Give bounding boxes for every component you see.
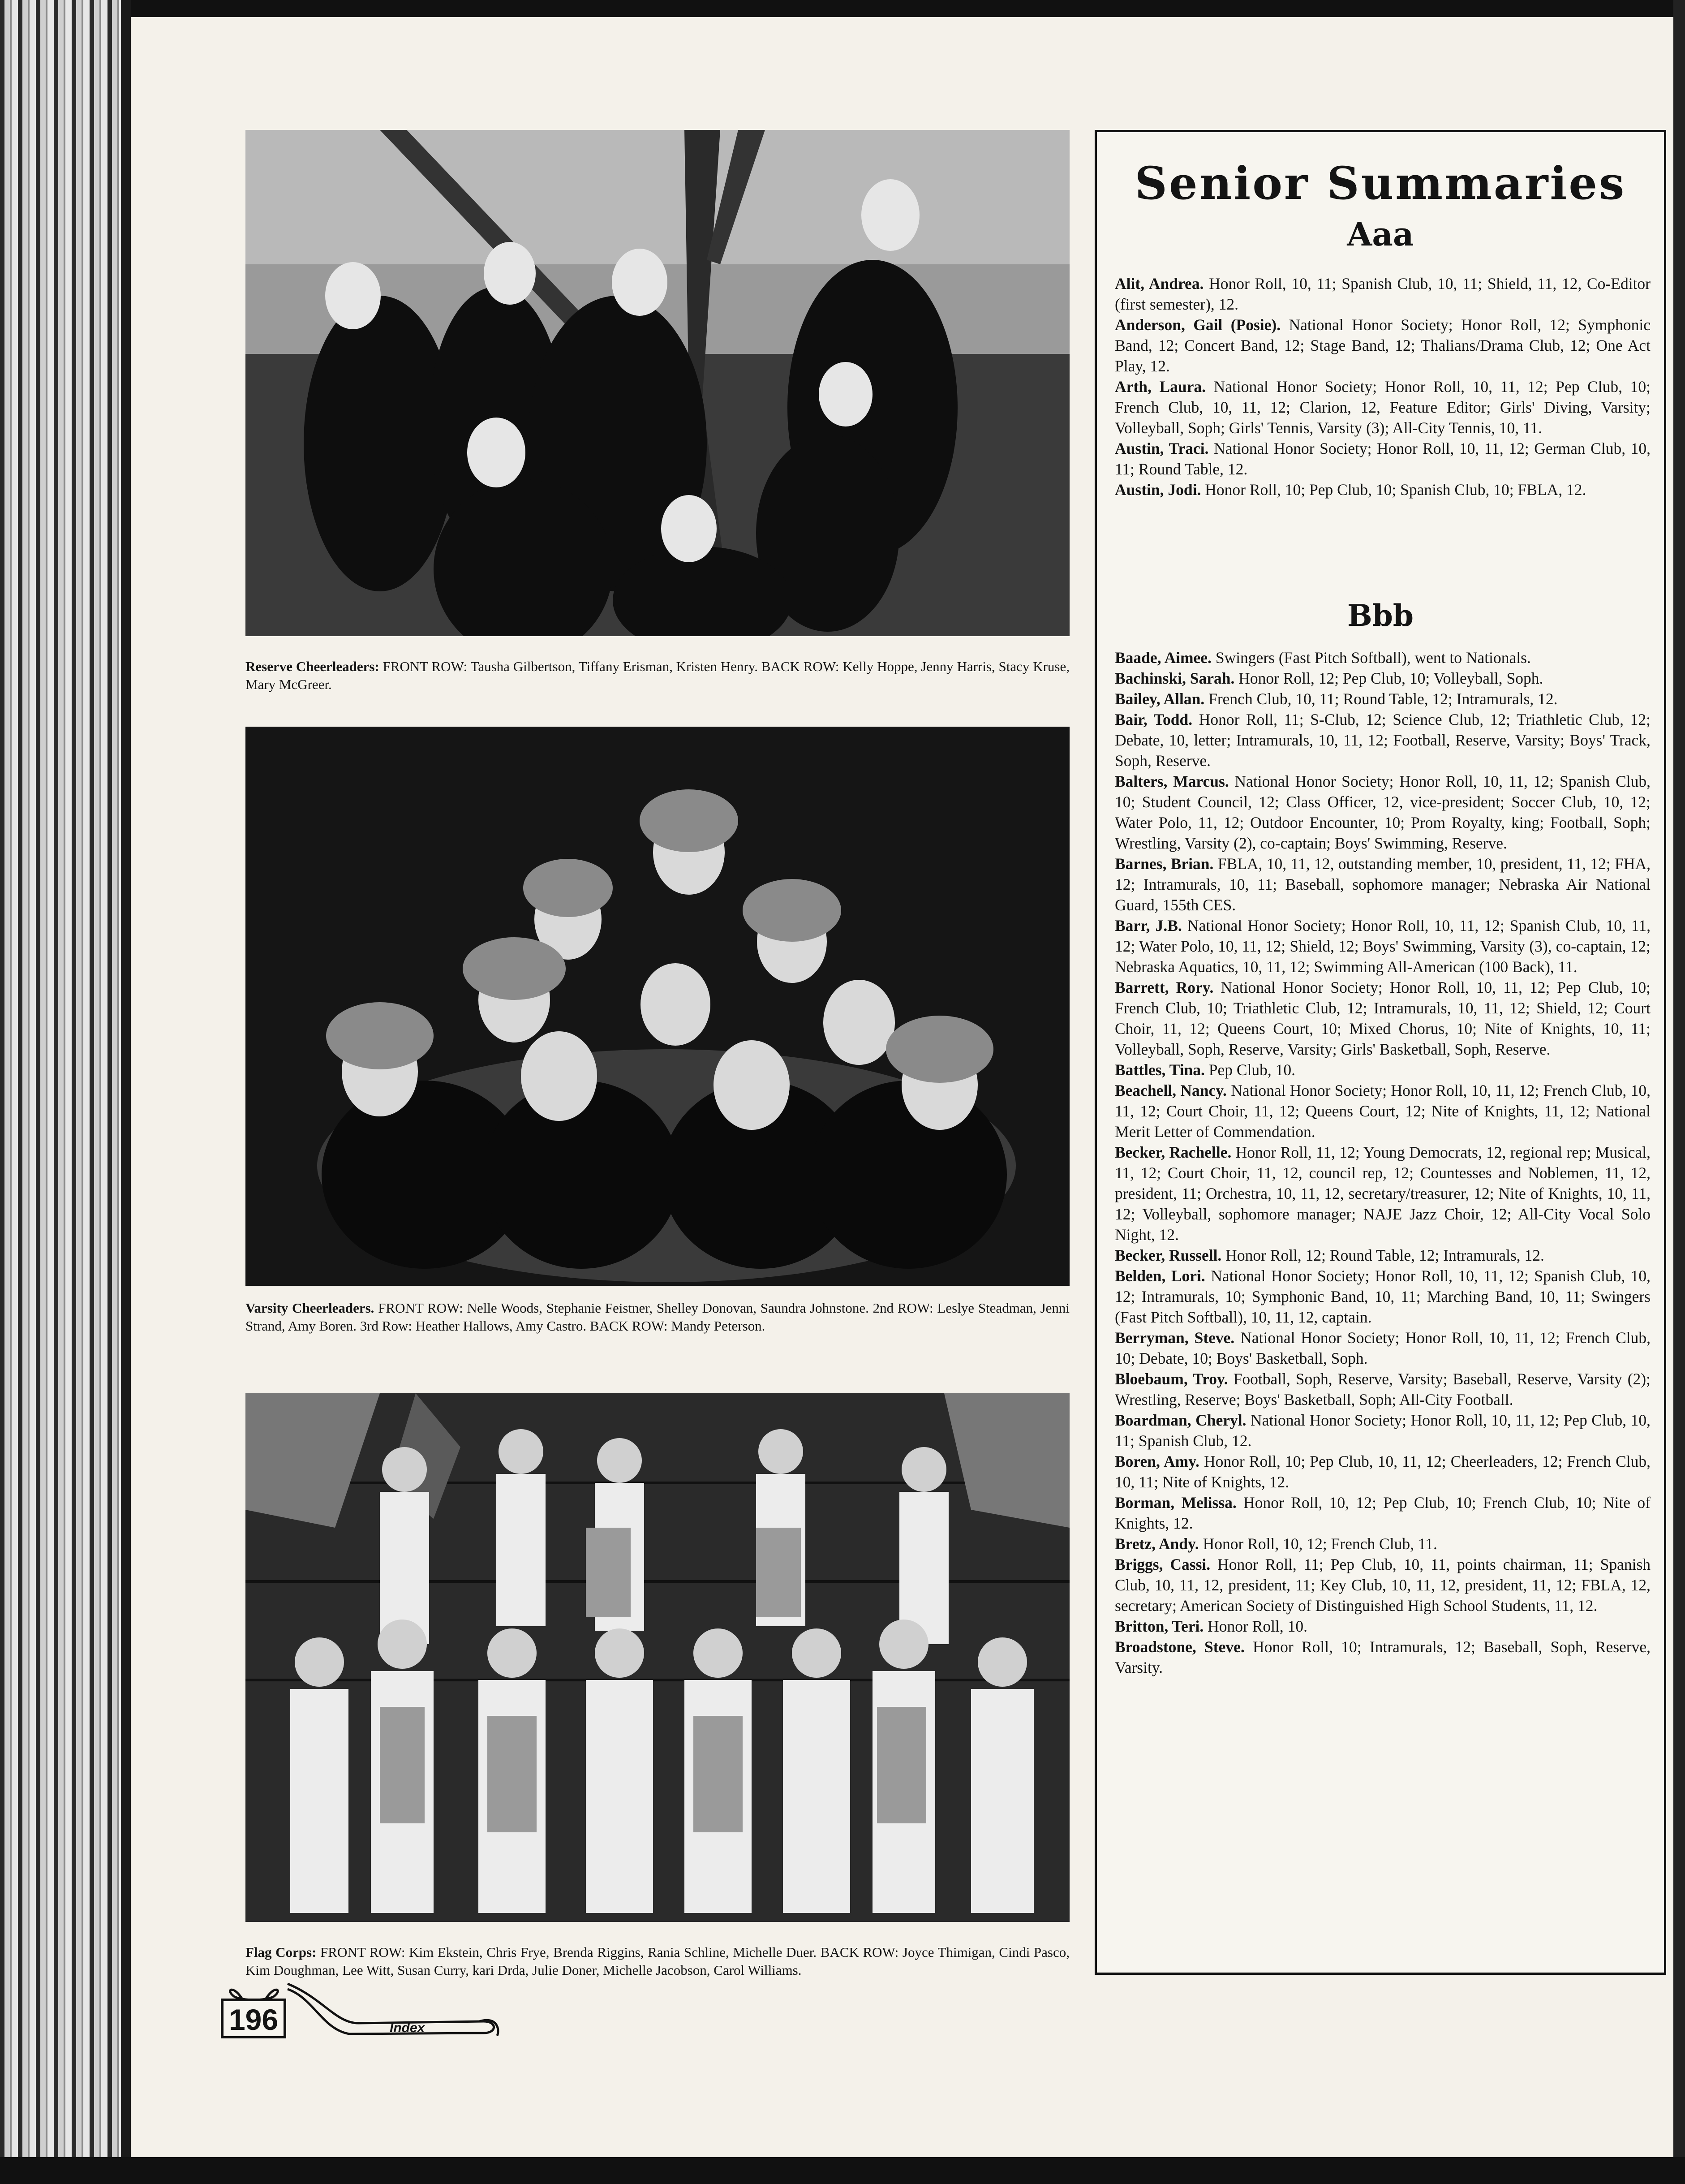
entry-text: Honor Roll, 12; Round Table, 12; Intramurals, 12. (1225, 1246, 1544, 1264)
entry-text: Swingers (Fast Pitch Softball), went to Nationals. (1215, 649, 1531, 667)
list-item (1115, 1637, 1651, 1678)
entry-text: Honor Roll, 10, 11; Spanish Club, 10, 11; Shield, 11, 12, Co-Editor (first semester), 12. (1115, 275, 1651, 313)
list-item (1115, 771, 1651, 853)
scan-bottom-border (0, 2157, 1685, 2184)
entry-name: Britton, Teri. (1115, 1617, 1204, 1635)
list-item (1115, 438, 1651, 479)
flag-caption (245, 1943, 1070, 1979)
flag-caption-lead: Flag Corps: (245, 1944, 317, 1960)
entry-name: Beachell, Nancy. (1115, 1081, 1227, 1099)
entry-name: Belden, Lori. (1115, 1267, 1205, 1285)
page-number-box (220, 1985, 288, 2038)
flag-corps-photo (245, 1393, 1070, 1922)
list-item (1115, 915, 1651, 977)
entry-text: National Honor Society; Honor Roll, 10, 11, 12; French Club, 10, 11, 12; Court Choir, 11, 12; Queens Court, 12; Nite of Knights, 11, 12; National Merit Letter of Commendation. (1115, 1081, 1651, 1141)
list-item (1115, 1266, 1651, 1327)
list-item (1115, 479, 1651, 500)
entry-text: Honor Roll, 10. (1208, 1617, 1307, 1635)
list-item (1115, 977, 1651, 1060)
entry-text: National Honor Society; Honor Roll, 10, 11, 12; Spanish Club, 10; Student Council, 12; Class Officer, 12, vice-president; Soccer Club, 10, 12; Water Polo, 11, 12; Outdoor Encounter, 10; Prom Royalty, king; Football, Soph; Wrestling, Varsity (2), co-captain; Boys' Swimming, Reserve. (1115, 772, 1651, 852)
entry-name: Alit, Andrea. (1115, 275, 1204, 293)
entry-text: Honor Roll, 10, 12; Pep Club, 10; French Club, 10; Nite of Knights, 12. (1115, 1494, 1651, 1532)
entry-name: Bailey, Allan. (1115, 690, 1205, 708)
entry-name: Balters, Marcus. (1115, 772, 1229, 790)
entry-text: National Honor Society; Honor Roll, 10, 11, 12; Spanish Club, 10, 11, 12; Water Polo, 10, 11, 12; Shield, 12; Boys' Swimming, Varsity (3), co-captain, 12; Nebraska Aquatics, 10, 11, 12; Swimming All-American (100 Back), 11. (1115, 917, 1651, 976)
entry-name: Becker, Rachelle. (1115, 1143, 1232, 1161)
book-spine (0, 0, 130, 2184)
list-item (1115, 1451, 1651, 1492)
entry-text: Honor Roll, 11; Pep Club, 10, 11, points chairman, 11; Spanish Club, 10, 11, 12, president, 11; Key Club, 10, 11, 12, president, 11, 12; FBLA, 12, secretary; American Society of Distinguished High School Students, 11, 12. (1115, 1555, 1651, 1615)
b-entries-list (1115, 647, 1651, 1678)
entry-name: Anderson, Gail (Posie). (1115, 316, 1281, 334)
list-item (1115, 1142, 1651, 1245)
list-item (1115, 1616, 1651, 1637)
entry-name: Berryman, Steve. (1115, 1329, 1235, 1347)
entry-name: Barnes, Brian. (1115, 855, 1214, 873)
entry-text: Honor Roll, 10; Intramurals, 12; Baseball, Soph, Reserve, Varsity. (1115, 1638, 1651, 1676)
entry-text: National Honor Society; Honor Roll, 10, 11, 12; Spanish Club, 10, 12; Intramurals, 10; Symphonic Band, 10, 11; Marching Band, 10, 11; Swingers (Fast Pitch Softball), 10, 11, 12, captain. (1115, 1267, 1651, 1326)
entry-text: Honor Roll, 10; Pep Club, 10; Spanish Club, 10; FBLA, 12. (1205, 481, 1586, 499)
a-entries-list (1115, 273, 1651, 500)
entry-text: National Honor Society; Honor Roll, 10, 11, 12; German Club, 10, 11; Round Table, 12. (1115, 439, 1651, 478)
entry-name: Becker, Russell. (1115, 1246, 1222, 1264)
entry-name: Bair, Todd. (1115, 711, 1193, 728)
list-item (1115, 1060, 1651, 1080)
varsity-caption (245, 1299, 1070, 1335)
spine-edge (121, 0, 131, 2184)
entry-text: Football, Soph, Reserve, Varsity; Baseball, Reserve, Varsity (2); Wrestling, Reserve; Boys' Basketball, Soph; All-City Football. (1115, 1370, 1651, 1409)
entry-text: National Honor Society; Honor Roll, 12; Symphonic Band, 12; Concert Band, 12; Stage Band, 12; Thalians/Drama Club, 12; One Act Play, 12. (1115, 316, 1651, 375)
varsity-caption-text: FRONT ROW: Nelle Woods, Stephanie Feistner, Shelley Donovan, Saundra Johnstone. 2nd ROW: Leslye Steadman, Jenni Strand, Amy Boren. 3rd Row: Heather Hallows, Amy Castro. BACK ROW: Mandy Peterson. (245, 1300, 1070, 1334)
varsity-cheerleaders-photo (245, 727, 1070, 1286)
entry-text: Pep Club, 10. (1208, 1061, 1296, 1079)
section-b-heading: Bbb (1347, 598, 1414, 633)
entry-name: Austin, Traci. (1115, 439, 1209, 457)
flag-photo-image (245, 1393, 1070, 1922)
list-item (1115, 1554, 1651, 1616)
entry-name: Baade, Aimee. (1115, 649, 1212, 667)
entry-text: National Honor Society; Honor Roll, 10, 11, 12; Pep Club, 10; French Club, 10, 11, 12; Clarion, 12, Feature Editor; Girls' Diving, Varsity; Volleyball, Soph; Girls' Tennis, Varsity (3); All-City Tennis, 10, 11. (1115, 378, 1651, 437)
entry-text: National Honor Society; Honor Roll, 10, 11, 12; Pep Club, 10, 11; Spanish Club, 12. (1115, 1411, 1651, 1450)
flag-caption-text: FRONT ROW: Kim Ekstein, Chris Frye, Brenda Riggins, Rania Schline, Michelle Duer. BACK ROW: Joyce Thimigan, Cindi Pasco, Kim Doughman, Lee Witt, Susan Curry, kari Drda, Julie Doner, Michelle Jacobson, Carol Williams. (245, 1944, 1070, 1978)
section-label: Index (390, 2020, 425, 2035)
entry-text: Honor Roll, 11, 12; Young Democrats, 12, regional rep; Musical, 11, 12; Court Choir, 11, 12, council rep, 12; Countesses and Noblemen, 11, 12, president, 11; Orchestra, 10, 11, 12, secretary/treasurer, 12; Nite of Knights, 10, 11, 12; Volleyball, sophomore manager; NAJE Jazz Choir, 12; All-City Vocal Solo Night, 12. (1115, 1143, 1651, 1244)
entry-text: French Club, 10, 11; Round Table, 12; Intramurals, 12. (1208, 690, 1558, 708)
entry-text: National Honor Society; Honor Roll, 10, 11, 12; Pep Club, 10; French Club, 10; Triathletic Club, 12; Intramurals, 10, 11, 12; Shield, 12; Court Choir, 11, 12; Queens Court, 10; Mixed Chorus, 10; Nite of Knights, 10, 11; Volleyball, Soph, Reserve, Varsity; Girls' Basketball, Soph, Reserve. (1115, 978, 1651, 1058)
list-item (1115, 1492, 1651, 1534)
list-item (1115, 1369, 1651, 1410)
entry-text: National Honor Society; Honor Roll, 10, 11, 12; French Club, 10; Debate, 10; Boys' Basketball, Soph. (1115, 1329, 1651, 1367)
entry-name: Arth, Laura. (1115, 378, 1206, 396)
entry-name: Bretz, Andy. (1115, 1535, 1199, 1553)
senior-summaries-panel (1095, 130, 1666, 1975)
list-item (1115, 853, 1651, 915)
list-item (1115, 314, 1651, 376)
list-item (1115, 1534, 1651, 1554)
entry-name: Boardman, Cheryl. (1115, 1411, 1247, 1429)
entry-name: Barrett, Rory. (1115, 978, 1214, 996)
entry-name: Battles, Tina. (1115, 1061, 1205, 1079)
entry-name: Austin, Jodi. (1115, 481, 1201, 499)
reserve-caption-text: FRONT ROW: Tausha Gilbertson, Tiffany Erisman, Kristen Henry. BACK ROW: Kelly Hoppe, Jenny Harris, Stacy Kruse, Mary McGreer. (245, 659, 1070, 692)
entry-text: Honor Roll, 10, 12; French Club, 11. (1203, 1535, 1437, 1553)
list-item (1115, 1245, 1651, 1266)
varsity-caption-lead: Varsity Cheerleaders. (245, 1300, 374, 1316)
entry-text: FBLA, 10, 11, 12, outstanding member, 10, president, 11, 12; FHA, 12; Intramurals, 10, 11; Baseball, sophomore manager; Nebraska Air National Guard, 155th CES. (1115, 855, 1651, 914)
list-item (1115, 1410, 1651, 1451)
page-number: 196 (228, 2003, 279, 2036)
section-a-heading: Aaa (1347, 215, 1414, 253)
reserve-caption (245, 658, 1070, 694)
entry-name: Borman, Melissa. (1115, 1494, 1237, 1512)
varsity-photo-image (245, 727, 1070, 1286)
scan-right-border (1673, 0, 1685, 2184)
entry-name: Broadstone, Steve. (1115, 1638, 1245, 1656)
list-item (1115, 1080, 1651, 1142)
entry-name: Bloebaum, Troy. (1115, 1370, 1228, 1388)
list-item (1115, 376, 1651, 438)
ribbon-banner (287, 1980, 502, 2047)
list-item (1115, 689, 1651, 709)
reserve-caption-lead: Reserve Cheerleaders: (245, 659, 379, 674)
entry-text: Honor Roll, 10; Pep Club, 10, 11, 12; Cheerleaders, 12; French Club, 10, 11; Nite of Knights, 12. (1115, 1452, 1651, 1491)
entry-name: Briggs, Cassi. (1115, 1555, 1211, 1573)
scan-top-border (0, 0, 1685, 17)
reserve-photo-image (245, 130, 1070, 636)
entry-name: Bachinski, Sarah. (1115, 669, 1235, 687)
entry-text: Honor Roll, 12; Pep Club, 10; Volleyball, Soph. (1238, 669, 1543, 687)
entry-name: Boren, Amy. (1115, 1452, 1199, 1470)
list-item (1115, 647, 1651, 668)
entry-text: Honor Roll, 11; S-Club, 12; Science Club, 12; Triathletic Club, 12; Debate, 10, letter; Intramurals, 10, 11, 12; Football, Reserve, Varsity; Boys' Track, Soph, Reserve. (1115, 711, 1651, 770)
list-item (1115, 668, 1651, 689)
entry-name: Barr, J.B. (1115, 917, 1182, 935)
summary-title: Senior Summaries (1135, 157, 1626, 210)
reserve-cheerleaders-photo (245, 130, 1070, 636)
list-item (1115, 1327, 1651, 1369)
list-item (1115, 709, 1651, 771)
list-item (1115, 273, 1651, 314)
